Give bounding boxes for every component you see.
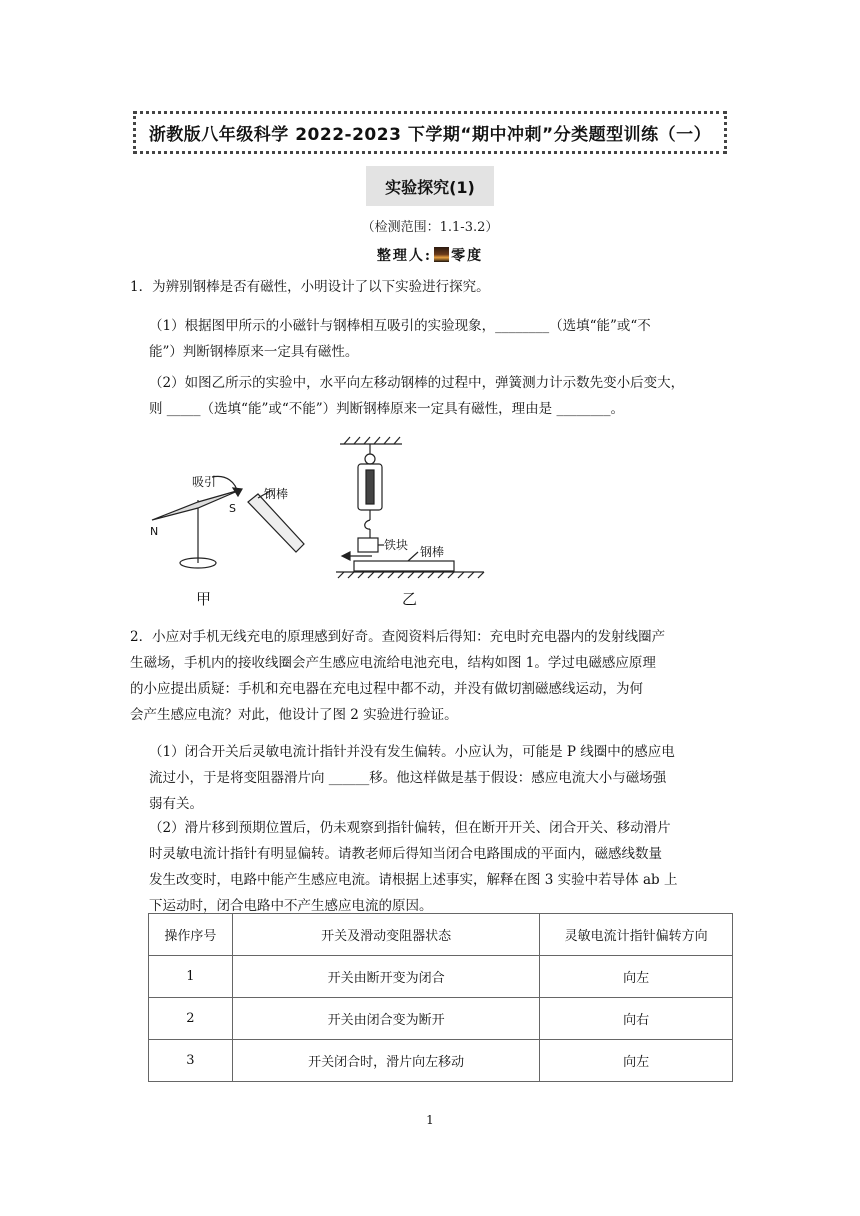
q1-stem: 1．为辨别钢棒是否有磁性，小明设计了以下实验进行探究。 [130, 279, 490, 295]
q2-stem [130, 624, 740, 728]
q1-part1-line1: （1）根据图甲所示的小磁针与钢棒相互吸引的实验现象，________（选填“能”或“不 [149, 318, 651, 334]
q1-part2 [149, 370, 741, 422]
test-scope: （检测范围：1.1-3.2） [361, 220, 499, 235]
cell-deflection: 向右 [540, 998, 733, 1040]
ceiling-hatch [344, 437, 400, 444]
table-row [149, 956, 733, 998]
table-row [149, 998, 733, 1040]
q2-part2-line1: （2）滑片移到预期位置后，仍未观察到指针偏转，但在断开开关、闭合开关、移动滑片 [149, 820, 671, 836]
magnetic-needle [152, 490, 240, 520]
operation-table [148, 913, 733, 1082]
spring-scale-ring [365, 454, 375, 464]
q1-part2-line1: （2）如图乙所示的实验中，水平向左移动钢棒的过程中，弹簧测力计示数先变小后变大， [149, 375, 685, 391]
iron-block [358, 538, 378, 552]
header-switch-state: 开关及滑动变阻器状态 [232, 914, 539, 956]
q2-line3: 的小应提出质疑：手机和充电器在充电过程中都不动，并没有做切割磁感线运动，为何 [130, 681, 643, 697]
header-op-number: 操作序号 [149, 914, 233, 956]
table-header-row [149, 914, 733, 956]
q2-line4: 会产生感应电流？对此，他设计了图 2 实验进行验证。 [130, 707, 458, 723]
section-heading: 实验探究(1) [366, 166, 494, 206]
north-pole-label: N [150, 525, 159, 538]
ground-hatch [338, 572, 484, 578]
cell-switch-state: 开关由闭合变为断开 [232, 998, 539, 1040]
q2-part2 [149, 815, 741, 919]
iron-block-label: 铁块 [384, 538, 409, 552]
steel-rod-b [354, 561, 454, 571]
figure-a-caption: 甲 [196, 590, 212, 608]
cell-op-number: 2 [149, 998, 233, 1040]
document-title: 浙教版八年级科学 2022-2023 下学期“期中冲刺”分类题型训练（一） [133, 111, 727, 154]
q2-line1: 2．小应对手机无线充电的原理感到好奇。查阅资料后得知：充电时充电器内的发射线圈产 [130, 629, 666, 645]
q2-part1-line1: （1）闭合开关后灵敏电流计指针并没有发生偏转。小应认为，可能是 P 线圈中的感应电 [149, 744, 675, 760]
q2-part2-line3: 发生改变时，电路中能产生感应电流。请根据上述事实，解释在图 3 实验中若导体 ab 上 [149, 872, 678, 888]
cell-op-number: 3 [149, 1040, 233, 1082]
organizer-avatar-icon [434, 247, 449, 262]
attract-label: 吸引 [192, 475, 217, 489]
cell-deflection: 向左 [540, 956, 733, 998]
south-pole-label: S [229, 502, 236, 515]
steel-rod-a [248, 494, 304, 552]
table-row [149, 1040, 733, 1082]
q2-part1 [149, 739, 741, 817]
move-left-arrow-head [342, 552, 350, 560]
rod-b-label-leader [408, 552, 418, 561]
q1-part2-line2: 则 _____（选填“能”或“不能”）判断钢棒原来一定具有磁性，理由是 ________。 [149, 401, 624, 417]
cell-switch-state: 开关闭合时，滑片向左移动 [232, 1040, 539, 1082]
q2-part2-line2: 时灵敏电流计指针有明显偏转。请教老师后得知当闭合电路围成的平面内，磁感线数量 [149, 846, 662, 862]
q2-part2-line4: 下运动时，闭合电路中不产生感应电流的原因。 [149, 898, 433, 914]
spring-scale-spring [366, 470, 374, 504]
header-deflection: 灵敏电流计指针偏转方向 [540, 914, 733, 956]
q1-part1 [149, 313, 741, 365]
q2-part1-line3: 弱有关。 [149, 796, 203, 812]
figure-b-caption: 乙 [402, 590, 418, 608]
steel-rod-a-label: 钢棒 [264, 487, 289, 501]
organizer-name: 零度 [451, 248, 484, 264]
steel-rod-b-label: 钢棒 [420, 545, 445, 559]
organizer-line [0, 245, 860, 265]
q1-part1-line2: 能”）判断钢棒原来一定具有磁性。 [149, 344, 359, 360]
spring-scale-hook [365, 520, 370, 529]
cell-op-number: 1 [149, 956, 233, 998]
cell-deflection: 向左 [540, 1040, 733, 1082]
q2-line2: 生磁场，手机内的接收线圈会产生感应电流给电池充电，结构如图 1。学过电磁感应原理 [130, 655, 656, 671]
q2-part1-line2: 流过小，于是将变阻器滑片向 ______移。他这样做是基于假设：感应电流大小与磁场强 [149, 770, 667, 786]
cell-switch-state: 开关由断开变为闭合 [232, 956, 539, 998]
organizer-label: 整理人: [376, 248, 433, 264]
page-number: 1 [426, 1113, 434, 1127]
experiment-figure [140, 432, 500, 612]
